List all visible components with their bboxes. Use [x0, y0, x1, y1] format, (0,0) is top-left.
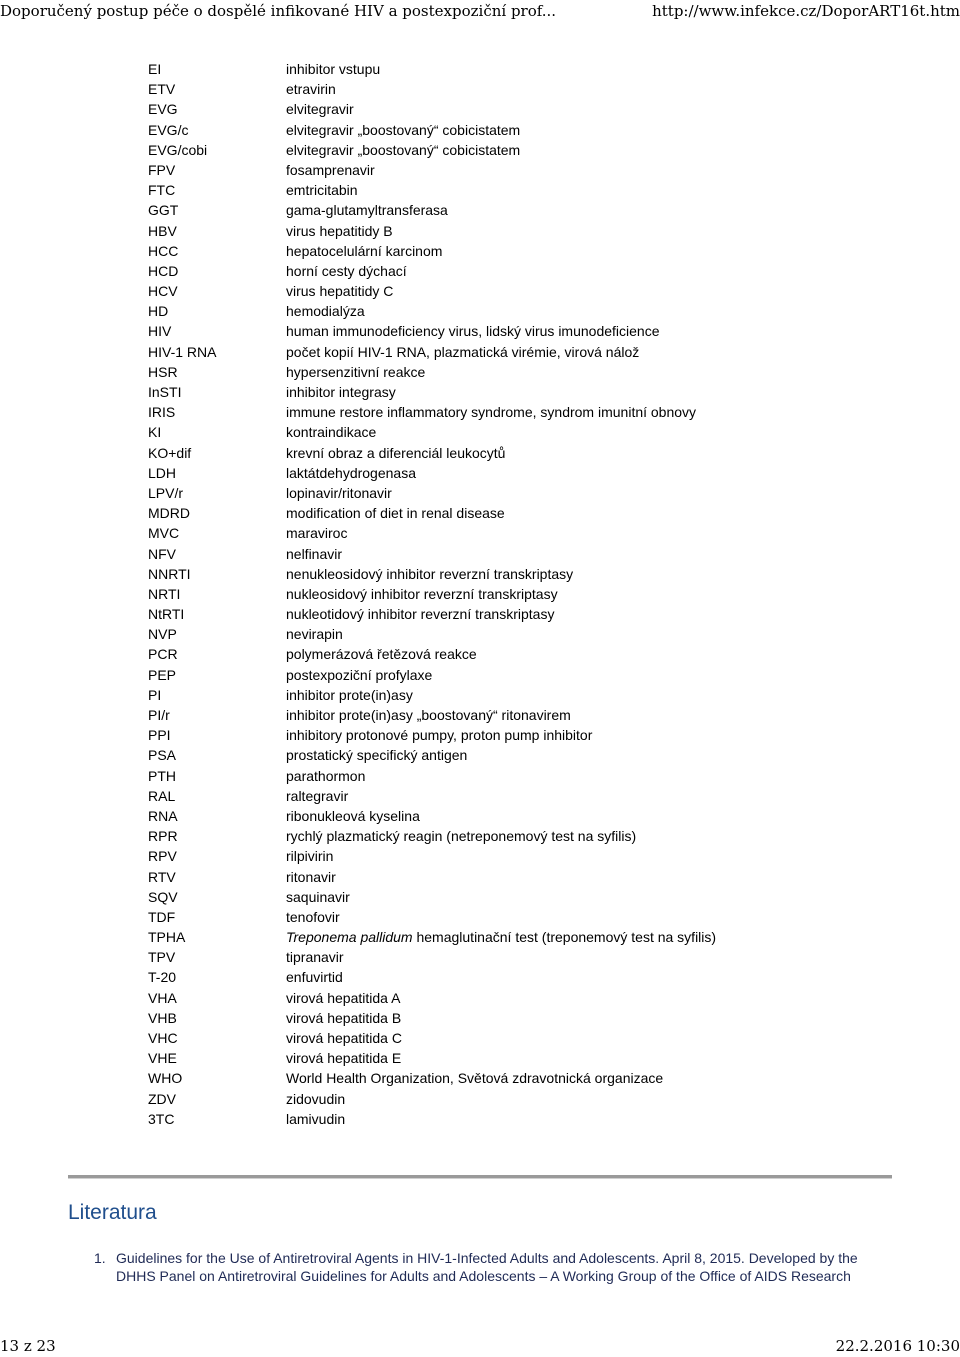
abbreviation-code: PI/r — [148, 707, 170, 723]
abbreviation-row — [148, 140, 716, 160]
abbreviation-row — [148, 221, 716, 241]
abbreviation-row — [148, 745, 716, 765]
abbreviation-row — [148, 725, 716, 745]
abbreviation-code: EVG/c — [148, 121, 189, 138]
abbreviation-meaning: tipranavir — [286, 949, 344, 966]
abbreviation-meaning: horní cesty dýchací — [286, 262, 407, 279]
abbreviation-row — [148, 604, 716, 624]
abbreviation-code: FPV — [148, 161, 176, 178]
abbreviation-code: HBV — [148, 222, 177, 239]
abbreviation-row — [148, 382, 716, 402]
abbreviation-meaning: hepatocelulární karcinom — [286, 242, 443, 259]
abbreviation-row — [148, 321, 716, 341]
abbreviation-row — [148, 523, 716, 543]
abbreviation-meaning: rychlý plazmatický reagin (netreponemový test na syfilis) — [286, 828, 637, 845]
abbreviation-meaning: prostatický specifický antigen — [286, 747, 468, 764]
abbreviation-row — [148, 1109, 716, 1129]
abbreviation-code: FTC — [148, 182, 176, 199]
abbreviation-code: IRIS — [148, 404, 176, 421]
abbreviation-row — [148, 806, 716, 826]
abbreviation-row — [148, 402, 716, 422]
reference-number: 1. — [94, 1250, 106, 1266]
abbreviation-code: WHO — [148, 1070, 183, 1087]
abbreviation-row — [148, 927, 716, 947]
abbreviation-meaning: inhibitor vstupu — [286, 61, 381, 77]
abbreviation-row — [148, 867, 716, 887]
abbreviation-code: HIV — [148, 323, 172, 340]
abbreviation-meaning: lopinavir/ritonavir — [286, 484, 392, 501]
abbreviation-row — [148, 1048, 716, 1068]
abbreviation-meaning: fosamprenavir — [286, 161, 375, 178]
abbreviation-meaning: elvitegravir „boostovaný“ cobicistatem — [286, 141, 521, 158]
abbreviation-code: MVC — [148, 525, 180, 542]
abbreviation-row — [148, 422, 716, 442]
abbreviation-code: ZDV — [148, 1090, 176, 1107]
abbreviation-meaning: virová hepatitida B — [286, 1009, 402, 1026]
abbreviation-row — [148, 503, 716, 523]
abbreviation-code: HCV — [148, 283, 178, 300]
abbreviation-code: VHA — [148, 989, 177, 1006]
abbreviation-code: HSR — [148, 363, 178, 380]
abbreviation-code: TPV — [148, 949, 176, 966]
abbreviation-meaning: počet kopií HIV-1 RNA, plazmatická virémie, virová nálož — [286, 343, 640, 360]
abbreviation-code: PCR — [148, 646, 178, 663]
abbreviation-meaning: ritonavir — [286, 868, 336, 885]
abbreviation-meaning: virová hepatitida A — [286, 989, 401, 1006]
abbreviation-row — [148, 281, 716, 301]
abbreviation-meaning: etravirin — [286, 81, 336, 98]
abbreviation-code: HCD — [148, 262, 179, 279]
abbreviation-row — [148, 887, 716, 907]
abbreviation-code: NRTI — [148, 585, 181, 602]
abbreviation-code: EI — [148, 61, 162, 77]
page-number: 13 z 23 — [0, 1337, 56, 1355]
abbreviation-meaning: hemodialýza — [286, 303, 365, 320]
abbreviation-row — [148, 584, 716, 604]
abbreviation-row — [148, 544, 716, 564]
abbreviation-row — [148, 301, 716, 321]
abbreviation-row — [148, 241, 716, 261]
abbreviation-row — [148, 443, 716, 463]
abbreviation-code: VHC — [148, 1030, 178, 1046]
abbreviation-code: KI — [148, 424, 162, 441]
abbreviation-row — [148, 463, 716, 483]
abbreviation-row — [148, 564, 716, 584]
abbreviation-code: EVG — [148, 101, 178, 118]
abbreviation-meaning: immune restore inflammatory syndrome, syndrom imunitní obnovy — [286, 404, 697, 421]
abbreviation-code: ETV — [148, 81, 176, 98]
abbreviation-meaning: modification of diet in renal disease — [286, 505, 505, 522]
abbreviation-meaning: ribonukleová kyselina — [286, 807, 420, 824]
abbreviation-meaning: virová hepatitida C — [286, 1030, 402, 1046]
abbreviation-row — [148, 988, 716, 1008]
print-datetime: 22.2.2016 10:30 — [835, 1337, 960, 1355]
page-url: http://www.infekce.cz/DoporART16t.htm — [652, 2, 960, 20]
abbreviation-meaning-italic: Treponema pallidum — [286, 929, 413, 946]
abbreviation-table — [148, 59, 716, 1129]
abbreviation-code: RPR — [148, 828, 178, 845]
abbreviation-code: TDF — [148, 908, 176, 925]
abbreviation-row — [148, 99, 716, 119]
abbreviation-meaning: krevní obraz a diferenciál leukocytů — [286, 444, 506, 461]
abbreviation-meaning: kontraindikace — [286, 424, 377, 441]
abbreviation-meaning: elvitegravir „boostovaný“ cobicistatem — [286, 121, 521, 138]
abbreviation-code: NFV — [148, 545, 176, 562]
abbreviation-code: RAL — [148, 787, 176, 804]
abbreviation-meaning: parathormon — [286, 767, 366, 784]
print-header — [0, 0, 960, 22]
abbreviation-code: EVG/cobi — [148, 141, 208, 158]
abbreviation-row — [148, 786, 716, 806]
abbreviation-meaning: zidovudin — [286, 1090, 346, 1107]
reference-list — [94, 1250, 894, 1285]
abbreviation-row — [148, 947, 716, 967]
abbreviation-code: GGT — [148, 202, 179, 219]
abbreviation-meaning: saquinavir — [286, 888, 350, 905]
print-footer — [0, 1337, 960, 1357]
abbreviation-meaning: nelfinavir — [286, 545, 343, 562]
abbreviation-code: VHB — [148, 1009, 177, 1026]
abbreviation-row — [148, 59, 716, 79]
abbreviation-code: HCC — [148, 242, 179, 259]
abbreviation-meaning: tenofovir — [286, 908, 340, 925]
abbreviation-code: RPV — [148, 848, 177, 865]
abbreviation-row — [148, 1028, 716, 1048]
abbreviation-row — [148, 685, 716, 705]
abbreviation-row — [148, 665, 716, 685]
abbreviation-meaning: hypersenzitivní reakce — [286, 363, 426, 380]
abbreviation-code: PTH — [148, 767, 176, 784]
abbreviation-code: KO+dif — [148, 444, 192, 461]
abbreviation-code: T-20 — [148, 969, 177, 986]
abbreviation-row — [148, 342, 716, 362]
abbreviation-row — [148, 644, 716, 664]
abbreviation-meaning: maraviroc — [286, 525, 348, 542]
abbreviation-row — [148, 766, 716, 786]
abbreviation-row — [148, 1008, 716, 1028]
literature-heading: Literatura — [68, 1201, 157, 1224]
abbreviation-row — [148, 79, 716, 99]
abbreviation-meaning: inhibitor prote(in)asy „boostovaný“ ritonavirem — [286, 707, 571, 723]
reference-text: Guidelines for the Use of Antiretroviral Agents in HIV-1-Infected Adults and Adolescents. April 8, 2015. Developed by the DHHS Panel on Antiretroviral Guidelines for Adults and Adolescents – A Working Group of the Office of AIDS Research — [116, 1250, 858, 1284]
abbreviation-code: SQV — [148, 888, 178, 905]
abbreviation-code: LDH — [148, 464, 177, 481]
abbreviation-row — [148, 967, 716, 987]
abbreviation-meaning: nenukleosidový inhibitor reverzní transkriptasy — [286, 565, 574, 582]
abbreviation-code: TPHA — [148, 929, 186, 946]
abbreviation-meaning: virus hepatitidy C — [286, 283, 394, 300]
abbreviation-code: RNA — [148, 807, 178, 824]
abbreviation-meaning: elvitegravir — [286, 101, 354, 118]
abbreviation-meaning: virus hepatitidy B — [286, 222, 393, 239]
abbreviation-meaning: World Health Organization, Světová zdravotnická organizace — [286, 1070, 664, 1087]
abbreviation-code: VHE — [148, 1050, 177, 1067]
abbreviation-meaning: human immunodeficiency virus, lidský virus imunodeficience — [286, 323, 660, 340]
abbreviation-code: PSA — [148, 747, 177, 764]
abbreviation-meaning-text: hemaglutinační test (treponemový test na syfilis) — [412, 929, 717, 946]
abbreviation-row — [148, 846, 716, 866]
abbreviation-meaning: nukleosidový inhibitor reverzní transkriptasy — [286, 585, 558, 602]
abbreviation-code: 3TC — [148, 1110, 175, 1127]
abbreviation-code: PI — [148, 686, 162, 703]
abbreviation-row — [148, 705, 716, 725]
abbreviation-meaning: laktátdehydrogenasa — [286, 464, 416, 481]
abbreviation-meaning: inhibitory protonové pumpy, proton pump inhibitor — [286, 727, 593, 744]
abbreviation-code: PEP — [148, 666, 177, 683]
abbreviation-row — [148, 180, 716, 200]
abbreviation-code: HD — [148, 303, 169, 320]
abbreviation-meaning: emtricitabin — [286, 182, 358, 199]
abbreviation-meaning: nevirapin — [286, 626, 343, 643]
abbreviation-code: NNRTI — [148, 565, 191, 582]
abbreviation-meaning: polymerázová řetězová reakce — [286, 646, 477, 663]
abbreviation-row — [148, 907, 716, 927]
abbreviation-row — [148, 826, 716, 846]
abbreviation-meaning: lamivudin — [286, 1110, 346, 1127]
abbreviation-meaning: rilpivirin — [286, 848, 334, 865]
abbreviation-code: PPI — [148, 727, 171, 744]
abbreviation-meaning — [286, 927, 716, 947]
abbreviation-meaning: enfuvirtid — [286, 969, 343, 986]
abbreviation-code: RTV — [148, 868, 176, 885]
abbreviation-row — [148, 261, 716, 281]
section-divider — [68, 1175, 892, 1179]
abbreviation-code: InSTI — [148, 384, 182, 400]
abbreviation-meaning: nukleotidový inhibitor reverzní transkriptasy — [286, 606, 555, 623]
abbreviation-row — [148, 120, 716, 140]
abbreviation-code: NtRTI — [148, 606, 185, 623]
abbreviation-row — [148, 1068, 716, 1088]
abbreviation-code: MDRD — [148, 505, 190, 522]
abbreviation-row — [148, 160, 716, 180]
abbreviation-meaning: gama-glutamyltransferasa — [286, 202, 448, 219]
abbreviation-row — [148, 1089, 716, 1109]
abbreviation-row — [148, 483, 716, 503]
abbreviation-row — [148, 200, 716, 220]
reference-item — [94, 1250, 894, 1285]
abbreviation-code: LPV/r — [148, 484, 184, 501]
abbreviation-code: NVP — [148, 626, 177, 643]
abbreviation-row — [148, 362, 716, 382]
abbreviation-row — [148, 624, 716, 644]
document-title: Doporučený postup péče o dospělé infikované HIV a postexpoziční prof... — [0, 2, 557, 20]
abbreviation-meaning: inhibitor prote(in)asy — [286, 686, 413, 703]
abbreviation-meaning: raltegravir — [286, 787, 349, 804]
abbreviation-meaning: inhibitor integrasy — [286, 384, 396, 400]
abbreviation-meaning: postexpoziční profylaxe — [286, 666, 433, 683]
abbreviation-meaning: virová hepatitida E — [286, 1050, 402, 1067]
abbreviation-code: HIV-1 RNA — [148, 343, 217, 360]
